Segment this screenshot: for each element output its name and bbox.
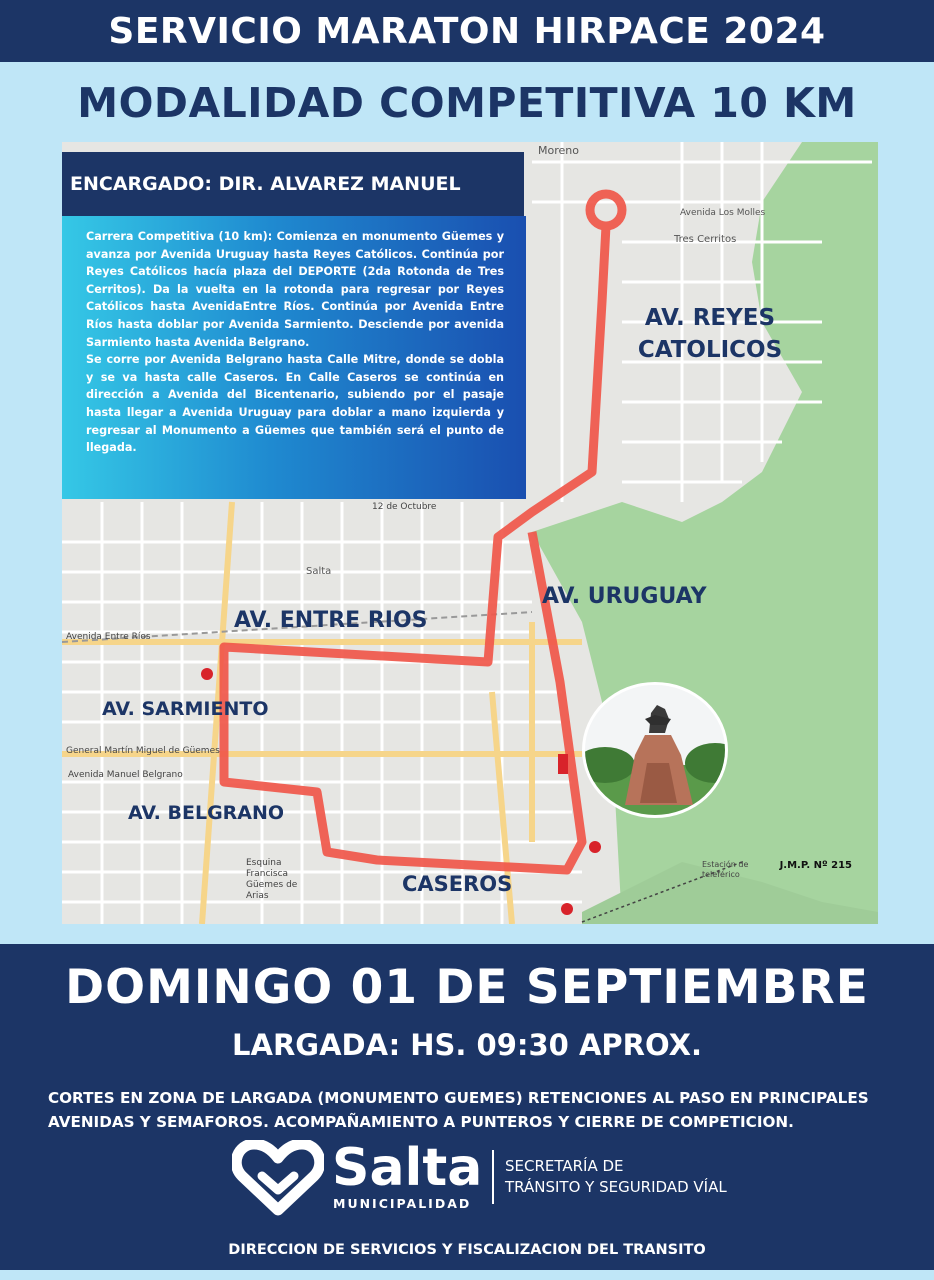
logo-divider	[492, 1150, 494, 1204]
map-label-entre-rios: Avenida Entre Ríos	[66, 632, 151, 642]
logo-name: Salta	[332, 1138, 483, 1198]
map-label-esquina: Esquina Francisca Güemes de Arias	[246, 858, 298, 901]
logo-secretaria	[505, 1156, 727, 1198]
page-title: SERVICIO MARATON HIRPACE 2024	[0, 0, 934, 62]
route-description-1: Carrera Competitiva (10 km): Comienza en monumento Güemes y avanza por Avenida Uruguay hasta Reyes Católicos. Continúa por Reyes Católicos hacía plaza del DEPORTE (2da Rotonda de Tres Cerritos). Da la vuelta en la rotonda para regresar por Reyes Católicos hasta AvenidaEntre Ríos. Continúa por Avenida Entre Ríos hasta doblar por Avenida Sarmiento. Desciende por avenida Sarmiento hasta Avenida Belgrano.	[86, 230, 504, 349]
info-header: ENCARGADO: DIR. ALVAREZ MANUEL	[62, 152, 524, 216]
street-label-belgrano: AV. BELGRANO	[128, 802, 285, 824]
bottom-strip	[0, 1270, 934, 1280]
logo-subtitle: MUNICIPALIDAD	[333, 1196, 472, 1211]
map-label-belgrano: Avenida Manuel Belgrano	[68, 770, 183, 780]
map-label-guemes: General Martín Miguel de Güemes	[66, 746, 220, 756]
event-start-time: LARGADA: HS. 09:30 APROX.	[232, 1028, 702, 1062]
map-reference: J.M.P. Nº 215	[779, 860, 852, 871]
map-label-tres-cerritos: Tres Cerritos	[674, 234, 737, 245]
event-panel	[0, 944, 934, 1270]
monument-photo	[582, 682, 728, 818]
map-label-salta: Salta	[306, 566, 332, 577]
page-subtitle: MODALIDAD COMPETITIVA 10 KM	[77, 79, 857, 127]
footer-text: DIRECCION DE SERVICIOS Y FISCALIZACION DEL TRANSITO	[228, 1242, 706, 1258]
street-label-caseros: CASEROS	[402, 872, 513, 896]
monument-image	[585, 685, 728, 818]
street-label-sarmiento: AV. SARMIENTO	[102, 698, 269, 720]
map-label-12-octubre: 12 de Octubre	[372, 502, 437, 512]
event-notes: CORTES EN ZONA DE LARGADA (MONUMENTO GUEMES) RETENCIONES AL PASO EN PRINCIPALES AVENIDAS Y SEMAFOROS. ACOMPAÑAMIENTO A PUNTEROS Y CIERRE DE COMPETICION.	[48, 1089, 869, 1131]
street-label-reyes-catolicos: AV. REYES CATOLICOS	[637, 305, 783, 363]
logo-secretaria-line2: TRÁNSITO Y SEGURIDAD VÍAL	[505, 1178, 727, 1196]
map-label-moreno: Moreno	[538, 144, 579, 157]
route-map[interactable]	[62, 142, 878, 924]
route-description	[62, 216, 526, 499]
map-label-estacion: Estación de teleférico	[702, 860, 749, 879]
map-label-los-molles: Avenida Los Molles	[680, 208, 766, 218]
street-label-entre-rios: AV. ENTRE RIOS	[234, 608, 428, 633]
logo-secretaria-line1: SECRETARÍA DE	[505, 1157, 624, 1175]
event-date: DOMINGO 01 DE SEPTIEMBRE	[65, 960, 869, 1015]
route-description-2: Se corre por Avenida Belgrano hasta Calle Mitre, donde se dobla y se va hasta calle Caseros. En Calle Caseros se continúa en dirección a Avenida del Bicentenario, subiendo por el pasaje hasta llegar a Avenida Uruguay para doblar a mano izquierda y regresar al Monumento a Güemes que también será el punto de llegada.	[86, 353, 504, 455]
street-label-uruguay: AV. URUGUAY	[542, 584, 707, 609]
salta-logo	[232, 1140, 752, 1220]
heart-logo-icon	[232, 1140, 324, 1218]
